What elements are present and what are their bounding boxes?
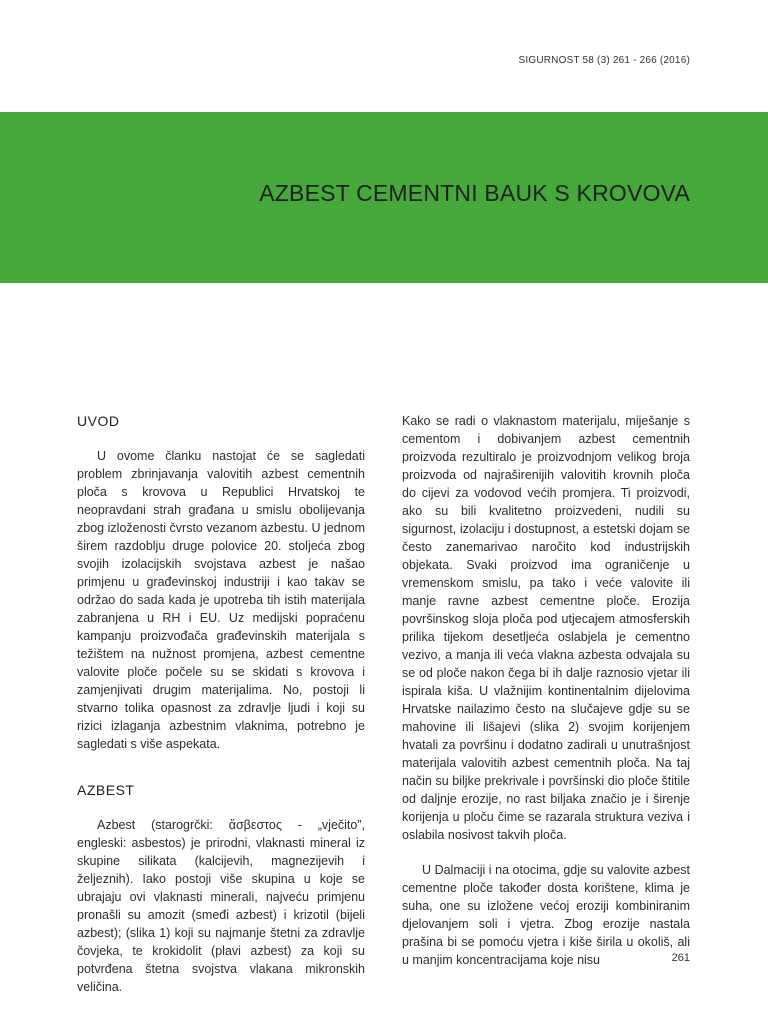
azbest-paragraph-2: Kako se radi o vlaknastom materijalu, miješanje s cementom i dobivanjem azbest cementnih proizvoda rezultiralo je proizvodnjom velikog broja proizvoda od najraširenijih valovitih krovnih ploča do cijevi za vodovod većih promjera. Ti proizvodi, ako su bili kvalitetno proizvedeni, nudili su sigurnost, izolaciju i dostupnost, a estetski dojam se često zanemarivao naročito kod industrijskih objekata. Svaki proizvod ima ograničenje u vremenskom smislu, pa tako i veće valovite ili manje ravne azbest cementne ploče. Erozija površinskog sloja ploča pod utjecajem atmosferskih prilika tijekom desetljeća oslabjela je cementno vezivo, a manja ili veća vlakna azbesta odvajala su se od ploče nakon čega bi ih dalje raznosio vjetar ili ispirala kiša. U vlažnijim kontinentalnim dijelovima Hrvatske nailazimo često na slučajeve gdje su se mahovine ili lišajevi (slika 2) svojim korijenjem hvatali za površinu i dodatno zadirali u unutrašnjost materijala valovitih azbest cementnih ploča. Na taj način su biljke prekrivale i površinski dio ploče štitile od daljnje erozije, no rast biljaka značio je i širenje korijenja u ploču čime se razarala struktura veziva i oslabila nosivost takvih ploča. xyxy=(402,414,690,842)
journal-reference: SIGURNOST 58 (3) 261 - 266 (2016) xyxy=(518,55,690,66)
uvod-paragraph: U ovome članku nastojat će se sagledati problem zbrinjavanja valovitih azbest cementnih ploča s krovova u Republici Hrvatskoj te neopravdani strah građana u smislu obolijevanja zbog izloženosti čvrsto vezanom azbestu. U jednom širem razdoblju druge polovice 20. stoljeća zbog svojih izolacijskih svojstava azbest je našao primjenu u građevinskoj industriji i kao takav se održao do sada kada je upotreba tih istih materijala zabranjena u RH i EU. Uz medijski popraćenu kampanju proizvođača građevinskih materijala s težištem na nužnost promjena, azbest cementne valovite ploče počele su se skidati s krovova i zamjenjivati drugim materijalima. No, postoji li stvarno tolika opasnost za zdravlje ljudi i koji su rizici izlaganja azbestnim vlaknima, potrebno je sagledati s više aspekata. xyxy=(77,449,365,751)
left-column xyxy=(77,412,365,996)
azbest-paragraph-1: Azbest (starogrčki: ἄσβεστος - „vječito”, engleski: asbestos) je prirodni, vlaknasti mineral iz skupine silikata (kalcijevih, magnezijevih i željeznih). Iako postoji više skupina u koje se ubrajaju ovi vlaknasti minerali, najveću primjenu pronašli su amozit (smeđi azbest) i krizotil (bijeli azbest); (slika 1) koji su najmanje štetni za zdravlje čovjeka, te krokidolit (plavi azbest) za koji su potvrđena štetna svojstva vlakana mikronskih veličina. xyxy=(77,818,365,994)
azbest-paragraph-3: U Dalmaciji i na otocima, gdje su valovite azbest cementne ploče također dosta korištene, klima je suha, one su izložene većoj eroziji kombiniranim djelovanjem soli i vjetra. Zbog erozije nastala prašina bi se pomoću vjetra i kiše širila u okoliš, ali u manjim koncentracijama koje nisu xyxy=(402,863,690,967)
article-title: AZBEST CEMENTNI BAUK S KROVOVA xyxy=(259,180,690,206)
section-heading-azbest: AZBEST xyxy=(77,782,135,798)
section-heading-uvod: UVOD xyxy=(77,413,120,429)
page-number: 261 xyxy=(671,952,690,964)
right-column xyxy=(402,412,690,969)
